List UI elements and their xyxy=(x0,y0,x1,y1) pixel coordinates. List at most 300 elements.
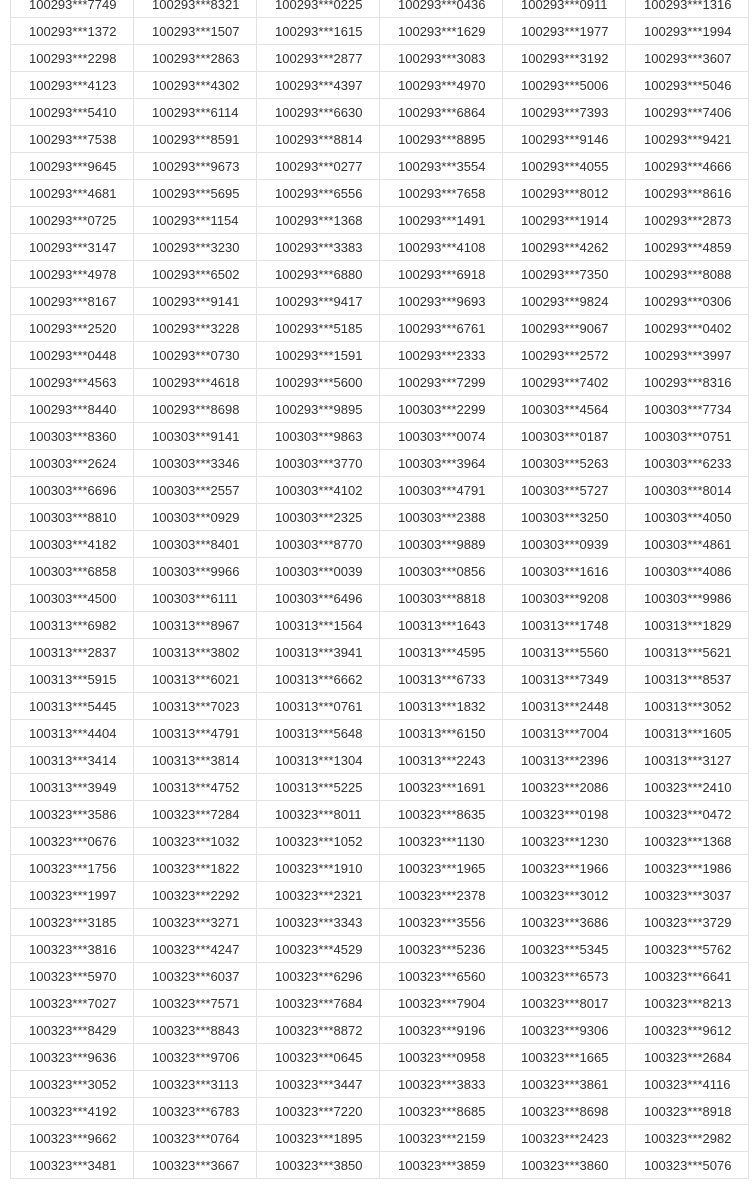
table-cell: 100323***6037 xyxy=(134,963,257,990)
table-cell: 100323***3271 xyxy=(134,909,257,936)
table-cell: 100313***4404 xyxy=(11,720,134,747)
table-cell: 100303***0039 xyxy=(257,558,380,585)
table-row xyxy=(11,45,749,72)
table-cell: 100313***6150 xyxy=(380,720,503,747)
table-cell: 100313***2837 xyxy=(11,639,134,666)
table-cell: 100313***1564 xyxy=(257,612,380,639)
table-cell: 100313***5445 xyxy=(11,693,134,720)
table-cell: 100293***9146 xyxy=(503,126,626,153)
table-cell: 100313***8537 xyxy=(626,666,749,693)
table-cell: 100323***2159 xyxy=(380,1125,503,1152)
table-cell: 100313***7023 xyxy=(134,693,257,720)
table-cell: 100293***4978 xyxy=(11,261,134,288)
table-cell: 100313***2396 xyxy=(503,747,626,774)
table-cell: 100303***0939 xyxy=(503,531,626,558)
table-cell: 100323***8685 xyxy=(380,1098,503,1125)
table-cell: 100293***9673 xyxy=(134,153,257,180)
table-cell: 100293***3230 xyxy=(134,234,257,261)
table-cell: 100293***9645 xyxy=(11,153,134,180)
table-row xyxy=(11,450,749,477)
table-cell: 100293***1368 xyxy=(257,207,380,234)
table-row xyxy=(11,747,749,774)
table-cell: 100293***5695 xyxy=(134,180,257,207)
table-cell: 100323***1986 xyxy=(626,855,749,882)
table-cell: 100323***6641 xyxy=(626,963,749,990)
table-cell: 100323***2684 xyxy=(626,1044,749,1071)
table-cell: 100293***3607 xyxy=(626,45,749,72)
table-cell: 100293***0306 xyxy=(626,288,749,315)
table-cell: 100293***7749 xyxy=(11,0,134,18)
table-cell: 100323***8843 xyxy=(134,1017,257,1044)
table-cell: 100323***0676 xyxy=(11,828,134,855)
table-cell: 100313***1748 xyxy=(503,612,626,639)
table-cell: 100293***8167 xyxy=(11,288,134,315)
table-cell: 100303***1616 xyxy=(503,558,626,585)
table-row xyxy=(11,774,749,801)
table-cell: 100323***3859 xyxy=(380,1152,503,1179)
table-row xyxy=(11,1125,749,1152)
table-cell: 100313***6733 xyxy=(380,666,503,693)
table-cell: 100293***1977 xyxy=(503,18,626,45)
table-cell: 100313***5560 xyxy=(503,639,626,666)
table-cell: 100323***8635 xyxy=(380,801,503,828)
table-cell: 100293***1994 xyxy=(626,18,749,45)
table-cell: 100303***4050 xyxy=(626,504,749,531)
table-cell: 100293***4681 xyxy=(11,180,134,207)
table-cell: 100293***0725 xyxy=(11,207,134,234)
table-row xyxy=(11,612,749,639)
table-cell: 100323***0958 xyxy=(380,1044,503,1071)
table-cell: 100303***8014 xyxy=(626,477,749,504)
table-cell: 100293***3192 xyxy=(503,45,626,72)
table-cell: 100293***0402 xyxy=(626,315,749,342)
table-cell: 100293***2572 xyxy=(503,342,626,369)
table-cell: 100293***5046 xyxy=(626,72,749,99)
table-cell: 100303***2557 xyxy=(134,477,257,504)
table-cell: 100303***8401 xyxy=(134,531,257,558)
table-cell: 100323***9636 xyxy=(11,1044,134,1071)
table-row xyxy=(11,1017,749,1044)
table-row xyxy=(11,558,749,585)
table-cell: 100293***0225 xyxy=(257,0,380,18)
table-cell: 100293***9824 xyxy=(503,288,626,315)
table-row xyxy=(11,963,749,990)
table-cell: 100313***3127 xyxy=(626,747,749,774)
table-cell: 100323***0198 xyxy=(503,801,626,828)
table-row xyxy=(11,882,749,909)
table-cell: 100293***7299 xyxy=(380,369,503,396)
table-cell: 100313***3814 xyxy=(134,747,257,774)
table-cell: 100323***8429 xyxy=(11,1017,134,1044)
table-row xyxy=(11,1152,749,1179)
table-cell: 100303***3770 xyxy=(257,450,380,477)
table-cell: 100313***7004 xyxy=(503,720,626,747)
table-row xyxy=(11,396,749,423)
table-row xyxy=(11,72,749,99)
table-cell: 100293***8591 xyxy=(134,126,257,153)
table-cell: 100323***8011 xyxy=(257,801,380,828)
table-cell: 100323***1895 xyxy=(257,1125,380,1152)
table-cell: 100293***4666 xyxy=(626,153,749,180)
table-cell: 100323***8213 xyxy=(626,990,749,1017)
table-cell: 100323***1052 xyxy=(257,828,380,855)
table-cell: 100293***9421 xyxy=(626,126,749,153)
table-cell: 100313***6021 xyxy=(134,666,257,693)
table-cell: 100303***6233 xyxy=(626,450,749,477)
table-cell: 100323***3860 xyxy=(503,1152,626,1179)
table-row xyxy=(11,639,749,666)
table-cell: 100323***1130 xyxy=(380,828,503,855)
table-cell: 100303***5727 xyxy=(503,477,626,504)
table-cell: 100323***8872 xyxy=(257,1017,380,1044)
table-row xyxy=(11,666,749,693)
table-cell: 100323***4247 xyxy=(134,936,257,963)
table-cell: 100323***1691 xyxy=(380,774,503,801)
number-table-body xyxy=(11,0,749,1179)
table-row xyxy=(11,1044,749,1071)
table-cell: 100313***6982 xyxy=(11,612,134,639)
table-cell: 100313***3802 xyxy=(134,639,257,666)
table-row xyxy=(11,585,749,612)
table-cell: 100293***0448 xyxy=(11,342,134,369)
table-row xyxy=(11,693,749,720)
table-cell: 100293***7402 xyxy=(503,369,626,396)
table-cell: 100323***3667 xyxy=(134,1152,257,1179)
table-cell: 100323***7684 xyxy=(257,990,380,1017)
table-cell: 100323***1230 xyxy=(503,828,626,855)
table-cell: 100323***0472 xyxy=(626,801,749,828)
table-row xyxy=(11,504,749,531)
table-cell: 100313***3941 xyxy=(257,639,380,666)
table-cell: 100323***3037 xyxy=(626,882,749,909)
table-cell: 100293***0730 xyxy=(134,342,257,369)
table-cell: 100323***2086 xyxy=(503,774,626,801)
table-cell: 100293***1507 xyxy=(134,18,257,45)
table-cell: 100323***7027 xyxy=(11,990,134,1017)
table-row xyxy=(11,720,749,747)
table-cell: 100303***8818 xyxy=(380,585,503,612)
table-cell: 100293***5600 xyxy=(257,369,380,396)
table-cell: 100323***6560 xyxy=(380,963,503,990)
table-cell: 100323***5345 xyxy=(503,936,626,963)
table-cell: 100323***3556 xyxy=(380,909,503,936)
table-cell: 100323***3343 xyxy=(257,909,380,936)
table-cell: 100293***9417 xyxy=(257,288,380,315)
table-cell: 100303***9986 xyxy=(626,585,749,612)
table-cell: 100323***2378 xyxy=(380,882,503,909)
table-cell: 100313***4752 xyxy=(134,774,257,801)
table-cell: 100323***5076 xyxy=(626,1152,749,1179)
table-cell: 100293***6502 xyxy=(134,261,257,288)
table-cell: 100323***9612 xyxy=(626,1017,749,1044)
table-cell: 100323***5762 xyxy=(626,936,749,963)
table-cell: 100323***3833 xyxy=(380,1071,503,1098)
table-cell: 100313***2448 xyxy=(503,693,626,720)
table-cell: 100313***1605 xyxy=(626,720,749,747)
table-cell: 100293***6114 xyxy=(134,99,257,126)
table-cell: 100293***4302 xyxy=(134,72,257,99)
table-row xyxy=(11,531,749,558)
table-cell: 100323***1965 xyxy=(380,855,503,882)
table-cell: 100303***3346 xyxy=(134,450,257,477)
table-cell: 100323***2423 xyxy=(503,1125,626,1152)
table-cell: 100293***8316 xyxy=(626,369,749,396)
table-cell: 100313***3414 xyxy=(11,747,134,774)
table-cell: 100293***7406 xyxy=(626,99,749,126)
table-cell: 100293***1491 xyxy=(380,207,503,234)
table-cell: 100323***9706 xyxy=(134,1044,257,1071)
table-row xyxy=(11,477,749,504)
table-cell: 100293***8012 xyxy=(503,180,626,207)
table-cell: 100323***3850 xyxy=(257,1152,380,1179)
table-cell: 100323***6296 xyxy=(257,963,380,990)
table-cell: 100323***3686 xyxy=(503,909,626,936)
table-cell: 100313***7349 xyxy=(503,666,626,693)
table-row xyxy=(11,990,749,1017)
table-cell: 100323***7571 xyxy=(134,990,257,1017)
table-row xyxy=(11,261,749,288)
table-cell: 100323***1910 xyxy=(257,855,380,882)
table-row xyxy=(11,288,749,315)
table-cell: 100323***2982 xyxy=(626,1125,749,1152)
table-cell: 100293***0277 xyxy=(257,153,380,180)
table-cell: 100323***2410 xyxy=(626,774,749,801)
table-cell: 100323***5236 xyxy=(380,936,503,963)
table-cell: 100293***1914 xyxy=(503,207,626,234)
table-cell: 100293***2333 xyxy=(380,342,503,369)
table-cell: 100323***5970 xyxy=(11,963,134,990)
table-cell: 100323***3185 xyxy=(11,909,134,936)
table-row xyxy=(11,234,749,261)
table-cell: 100323***8698 xyxy=(503,1098,626,1125)
table-cell: 100293***2863 xyxy=(134,45,257,72)
table-cell: 100293***4970 xyxy=(380,72,503,99)
table-cell: 100293***6918 xyxy=(380,261,503,288)
table-cell: 100303***0751 xyxy=(626,423,749,450)
table-cell: 100293***1629 xyxy=(380,18,503,45)
table-cell: 100293***6630 xyxy=(257,99,380,126)
table-cell: 100323***1756 xyxy=(11,855,134,882)
table-cell: 100293***8698 xyxy=(134,396,257,423)
table-cell: 100323***1997 xyxy=(11,882,134,909)
table-cell: 100323***7904 xyxy=(380,990,503,1017)
table-cell: 100303***2299 xyxy=(380,396,503,423)
table-cell: 100293***3554 xyxy=(380,153,503,180)
table-cell: 100303***6496 xyxy=(257,585,380,612)
table-cell: 100293***5410 xyxy=(11,99,134,126)
table-cell: 100303***9141 xyxy=(134,423,257,450)
table-cell: 100293***4123 xyxy=(11,72,134,99)
table-cell: 100313***6662 xyxy=(257,666,380,693)
table-cell: 100303***0074 xyxy=(380,423,503,450)
table-row xyxy=(11,369,749,396)
number-table xyxy=(10,0,749,1179)
table-cell: 100313***5648 xyxy=(257,720,380,747)
table-cell: 100293***9693 xyxy=(380,288,503,315)
table-cell: 100293***9067 xyxy=(503,315,626,342)
table-cell: 100303***4564 xyxy=(503,396,626,423)
table-row xyxy=(11,126,749,153)
table-cell: 100323***8918 xyxy=(626,1098,749,1125)
table-cell: 100303***9208 xyxy=(503,585,626,612)
table-cell: 100323***4529 xyxy=(257,936,380,963)
table-cell: 100303***4182 xyxy=(11,531,134,558)
table-cell: 100293***4108 xyxy=(380,234,503,261)
table-cell: 100303***4791 xyxy=(380,477,503,504)
table-cell: 100313***5915 xyxy=(11,666,134,693)
table-cell: 100293***1591 xyxy=(257,342,380,369)
table-cell: 100293***2873 xyxy=(626,207,749,234)
table-row xyxy=(11,1071,749,1098)
table-cell: 100323***2321 xyxy=(257,882,380,909)
table-row xyxy=(11,99,749,126)
table-cell: 100323***1032 xyxy=(134,828,257,855)
table-cell: 100313***0761 xyxy=(257,693,380,720)
table-row xyxy=(11,153,749,180)
table-row xyxy=(11,342,749,369)
table-cell: 100323***3729 xyxy=(626,909,749,936)
table-cell: 100313***5621 xyxy=(626,639,749,666)
table-cell: 100323***3586 xyxy=(11,801,134,828)
table-cell: 100293***3383 xyxy=(257,234,380,261)
table-cell: 100293***0911 xyxy=(503,0,626,18)
table-cell: 100293***2877 xyxy=(257,45,380,72)
table-cell: 100293***2520 xyxy=(11,315,134,342)
table-cell: 100323***9306 xyxy=(503,1017,626,1044)
table-cell: 100293***3997 xyxy=(626,342,749,369)
table-cell: 100293***9895 xyxy=(257,396,380,423)
table-cell: 100323***7220 xyxy=(257,1098,380,1125)
table-cell: 100293***6864 xyxy=(380,99,503,126)
table-cell: 100303***8360 xyxy=(11,423,134,450)
table-cell: 100293***1316 xyxy=(626,0,749,18)
table-cell: 100293***8440 xyxy=(11,396,134,423)
table-cell: 100293***7393 xyxy=(503,99,626,126)
table-cell: 100313***3052 xyxy=(626,693,749,720)
table-cell: 100303***2325 xyxy=(257,504,380,531)
table-cell: 100303***8770 xyxy=(257,531,380,558)
table-cell: 100293***9141 xyxy=(134,288,257,315)
table-cell: 100303***9889 xyxy=(380,531,503,558)
table-cell: 100313***3949 xyxy=(11,774,134,801)
table-row xyxy=(11,180,749,207)
table-row xyxy=(11,423,749,450)
table-cell: 100313***1643 xyxy=(380,612,503,639)
table-cell: 100303***7734 xyxy=(626,396,749,423)
table-cell: 100303***0929 xyxy=(134,504,257,531)
table-row xyxy=(11,828,749,855)
table-cell: 100303***0856 xyxy=(380,558,503,585)
table-row xyxy=(11,207,749,234)
table-cell: 100293***4563 xyxy=(11,369,134,396)
table-cell: 100303***6696 xyxy=(11,477,134,504)
table-cell: 100293***3147 xyxy=(11,234,134,261)
table-cell: 100303***4861 xyxy=(626,531,749,558)
table-cell: 100293***1372 xyxy=(11,18,134,45)
table-cell: 100303***6858 xyxy=(11,558,134,585)
table-cell: 100303***3250 xyxy=(503,504,626,531)
table-cell: 100293***8895 xyxy=(380,126,503,153)
table-row xyxy=(11,0,749,18)
table-cell: 100323***1966 xyxy=(503,855,626,882)
table-cell: 100303***4500 xyxy=(11,585,134,612)
table-cell: 100323***1822 xyxy=(134,855,257,882)
table-cell: 100303***3964 xyxy=(380,450,503,477)
table-cell: 100293***4055 xyxy=(503,153,626,180)
table-cell: 100293***1154 xyxy=(134,207,257,234)
table-cell: 100303***9966 xyxy=(134,558,257,585)
table-cell: 100293***8088 xyxy=(626,261,749,288)
table-cell: 100293***5006 xyxy=(503,72,626,99)
table-cell: 100323***1368 xyxy=(626,828,749,855)
table-cell: 100323***4192 xyxy=(11,1098,134,1125)
table-cell: 100323***3816 xyxy=(11,936,134,963)
table-row xyxy=(11,801,749,828)
table-cell: 100303***2388 xyxy=(380,504,503,531)
table-cell: 100293***4397 xyxy=(257,72,380,99)
table-cell: 100293***6556 xyxy=(257,180,380,207)
table-cell: 100313***2243 xyxy=(380,747,503,774)
table-cell: 100293***8814 xyxy=(257,126,380,153)
table-cell: 100313***1832 xyxy=(380,693,503,720)
table-cell: 100323***8017 xyxy=(503,990,626,1017)
table-cell: 100303***9863 xyxy=(257,423,380,450)
table-cell: 100323***4116 xyxy=(626,1071,749,1098)
table-cell: 100323***2292 xyxy=(134,882,257,909)
table-row xyxy=(11,18,749,45)
table-cell: 100313***1829 xyxy=(626,612,749,639)
table-cell: 100323***9662 xyxy=(11,1125,134,1152)
table-cell: 100323***6783 xyxy=(134,1098,257,1125)
table-cell: 100293***6880 xyxy=(257,261,380,288)
table-cell: 100323***1665 xyxy=(503,1044,626,1071)
table-cell: 100293***1615 xyxy=(257,18,380,45)
table-cell: 100323***3113 xyxy=(134,1071,257,1098)
table-cell: 100323***3861 xyxy=(503,1071,626,1098)
table-row xyxy=(11,855,749,882)
table-row xyxy=(11,315,749,342)
table-cell: 100323***0764 xyxy=(134,1125,257,1152)
table-cell: 100303***8810 xyxy=(11,504,134,531)
table-row xyxy=(11,909,749,936)
table-cell: 100323***3447 xyxy=(257,1071,380,1098)
table-cell: 100313***4791 xyxy=(134,720,257,747)
table-cell: 100323***3012 xyxy=(503,882,626,909)
table-cell: 100323***0645 xyxy=(257,1044,380,1071)
table-cell: 100313***8967 xyxy=(134,612,257,639)
table-cell: 100293***7350 xyxy=(503,261,626,288)
table-cell: 100293***0436 xyxy=(380,0,503,18)
table-cell: 100293***8321 xyxy=(134,0,257,18)
table-cell: 100313***4595 xyxy=(380,639,503,666)
table-cell: 100303***6111 xyxy=(134,585,257,612)
table-cell: 100303***4102 xyxy=(257,477,380,504)
table-cell: 100323***6573 xyxy=(503,963,626,990)
table-cell: 100303***2624 xyxy=(11,450,134,477)
table-cell: 100303***5263 xyxy=(503,450,626,477)
table-row xyxy=(11,1098,749,1125)
table-row xyxy=(11,936,749,963)
table-cell: 100293***4262 xyxy=(503,234,626,261)
table-cell: 100293***4859 xyxy=(626,234,749,261)
table-cell: 100293***2298 xyxy=(11,45,134,72)
table-cell: 100323***9196 xyxy=(380,1017,503,1044)
table-cell: 100323***7284 xyxy=(134,801,257,828)
table-cell: 100303***4086 xyxy=(626,558,749,585)
table-cell: 100293***7658 xyxy=(380,180,503,207)
table-cell: 100293***3083 xyxy=(380,45,503,72)
table-cell: 100293***8616 xyxy=(626,180,749,207)
